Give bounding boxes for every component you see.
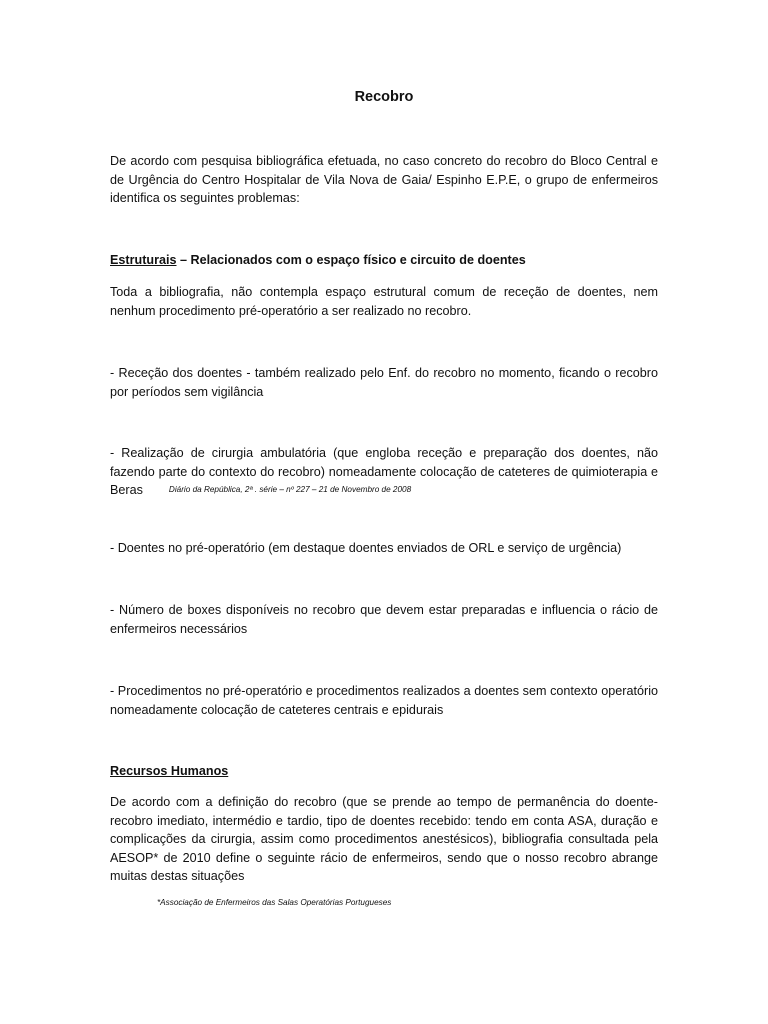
recursos-humanos-heading: Recursos Humanos <box>110 764 229 778</box>
citation-diario-republica: Diário da República, 2ª . série – nº 227 – 21 de Novembro de 2008 <box>168 485 412 494</box>
estruturais-heading <box>110 251 658 270</box>
list-item-cirurgia-ambulatoria <box>110 444 658 500</box>
recursos-humanos-paragraph: De acordo com a definição do recobro (que se prende ao tempo de permanência do doente-recobro imediato, intermédio e tardio, tipo de doentes recebido: tendo em conta ASA, duração e complicações da cirurgia, assim como procedimentos anestésicos), bibliografia consultada pela AESOP* de 2010 define o seguinte rácio de enfermeiros, sendo que o nosso recobro abrange muitas destas situações <box>110 795 658 883</box>
intro-paragraph: De acordo com pesquisa bibliográfica efetuada, no caso concreto do recobro do Bloco Central e de Urgência do Centro Hospitalar de Vila Nova de Gaia/ Espinho E.P.E, o grupo de enfermeiros identifica os seguintes problemas: <box>110 154 658 205</box>
list-item-boxes: - Número de boxes disponíveis no recobro que devem estar preparadas e influencia o rácio de enfermeiros necessários <box>110 603 658 636</box>
footnote-aesop: *Associação de Enfermeiros das Salas Operatórias Portugueses <box>157 898 392 907</box>
estruturais-label: Estruturais <box>110 253 177 267</box>
list-item-rececao: - Receção dos doentes - também realizado pelo Enf. do recobro no momento, ficando o recobro por períodos sem vigilância <box>110 366 658 399</box>
list-item-procedimentos: - Procedimentos no pré-operatório e procedimentos realizados a doentes sem contexto operatório nomeadamente colocação de cateteres centrais e epidurais <box>110 684 658 717</box>
list-item-cirurgia-text: - Realização de cirurgia ambulatória (que engloba receção e preparação dos doentes, não fazendo parte do contexto do recobro) nomeadamente colocação de cateteres de quimioterapia e Beras <box>110 446 658 497</box>
list-item-pre-operatorio: - Doentes no pré-operatório (em destaque doentes enviados de ORL e serviço de urgência) <box>110 541 622 555</box>
estruturais-paragraph: Toda a bibliografia, não contempla espaço estrutural comum de receção de doentes, nem nenhum procedimento pré-operatório a ser realizado no recobro. <box>110 285 658 318</box>
estruturais-heading-rest: – Relacionados com o espaço físico e circuito de doentes <box>176 253 526 267</box>
page-title: Recobro <box>354 89 414 105</box>
